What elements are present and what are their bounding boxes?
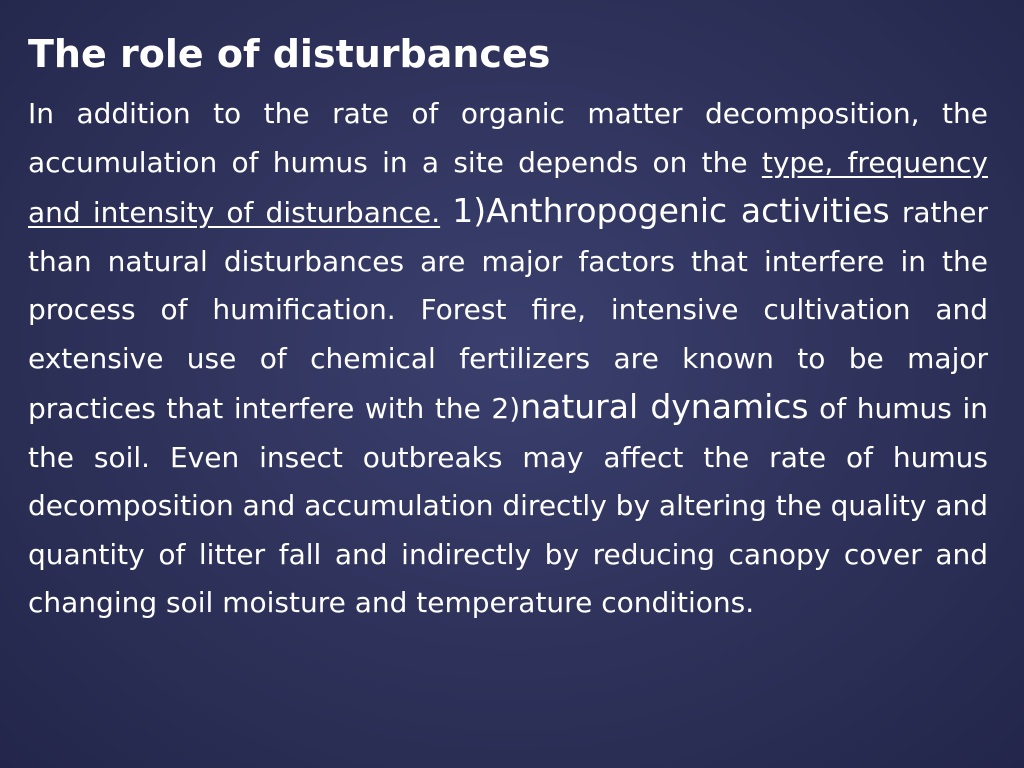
slide-title: The role of disturbances xyxy=(28,32,551,76)
natural-dynamics-label: natural dynamics xyxy=(520,387,809,426)
body-closing-text: of humus in the soil. Even insect outbreaks may affect the rate of humus decomposition and accumulation directly by altering the quality and quantity of litter fall and indirectly by reducing canopy cover and changing soil moisture and temperature conditions. xyxy=(28,392,988,619)
anthropogenic-activities-label: 1)Anthropogenic activities xyxy=(452,191,890,230)
slide-body-text xyxy=(28,90,988,628)
underlined-phrase: type, frequency and intensity of disturbance. xyxy=(28,145,988,229)
body-middle-text: rather than natural disturbances are major factors that interfere in the process of humification. Forest fire, intensive cultivation and extensive use of chemical fertilizers are known to be major practices that interfere with the 2) xyxy=(28,196,988,425)
body-intro-text: In addition to the rate of organic matter decomposition, the accumulation of humus in a site depends on the xyxy=(28,97,988,179)
body-spacer xyxy=(440,196,452,229)
